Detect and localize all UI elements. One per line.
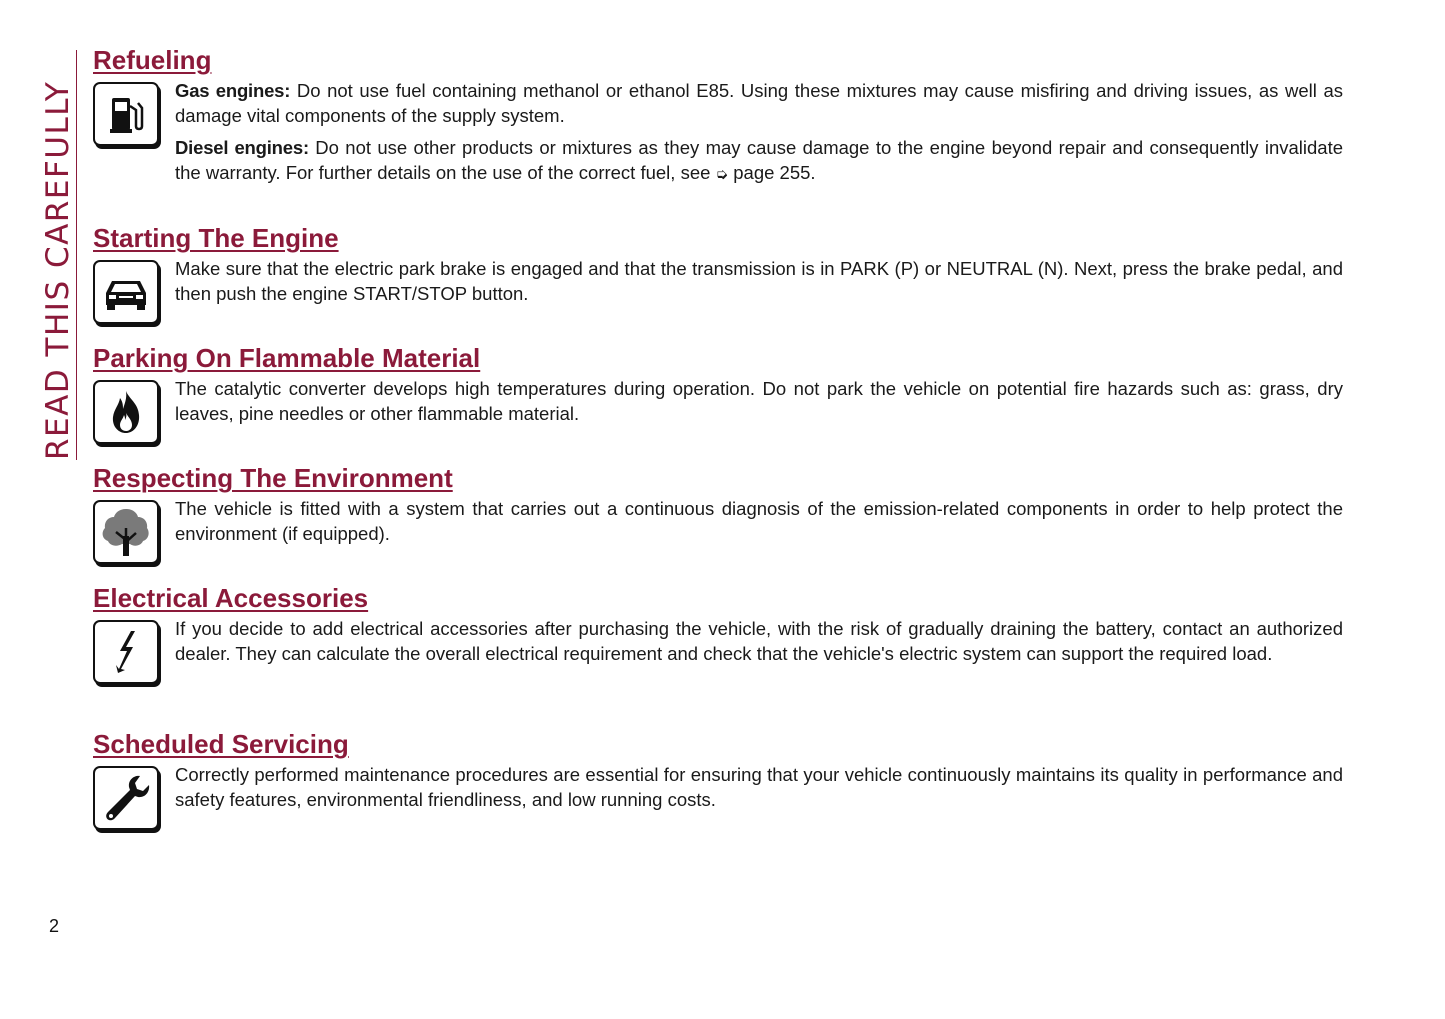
section-body	[93, 256, 1343, 326]
section-environment	[93, 463, 1343, 566]
gas-engines-text: Do not use fuel containing methanol or ethanol E85. Using these mixtures may cause misfiring and driving issues, as well as damage vital components of the supply system.	[175, 80, 1343, 126]
page-number: 2	[49, 916, 60, 936]
section-title: Electrical Accessories	[93, 583, 369, 613]
section-text: Make sure that the electric park brake is engaged and that the transmission is in PARK (P) or NEUTRAL (N). Next, press the brake pedal, and then push the engine START/STOP button.	[175, 258, 1343, 304]
side-label: READ THIS CAREFULLY	[40, 80, 76, 460]
diesel-engines-lead: Diesel engines:	[175, 137, 309, 158]
section-refueling	[93, 45, 1343, 187]
fuel-pump-icon	[93, 82, 159, 146]
page-reference-link[interactable]: page 255.	[728, 162, 816, 183]
section-body	[93, 496, 1343, 566]
section-title: Refueling	[93, 45, 212, 75]
section-text: The catalytic converter develops high temperatures during operation. Do not park the vehicle on potential fire hazards such as: grass, dry leaves, pine needles or other flammable material.	[175, 378, 1343, 424]
side-divider	[76, 50, 77, 460]
section-text: The vehicle is fitted with a system that carries out a continuous diagnosis of the emission-related components in order to help protect the environment (if equipped).	[175, 498, 1343, 544]
wrench-icon	[93, 766, 159, 830]
section-body	[93, 376, 1343, 446]
lightning-bolt-icon	[93, 620, 159, 684]
section-text: If you decide to add electrical accessories after purchasing the vehicle, with the risk of gradually draining the battery, contact an authorized dealer. They can calculate the overall electrical requirement and check that the vehicle's electric system can support the required load.	[175, 618, 1343, 664]
section-title: Parking On Flammable Material	[93, 343, 481, 373]
section-title: Respecting The Environment	[93, 463, 453, 493]
section-body	[93, 616, 1343, 686]
section-text: Correctly performed maintenance procedures are essential for ensuring that your vehicle continuously maintains its quality in performance and safety features, environmental friendliness, and low running costs.	[175, 764, 1343, 810]
diesel-engines-text: Do not use other products or mixtures as they may cause damage to the engine beyond repair and consequently invalidate the warranty. For further details on the use of the correct fuel, see	[175, 137, 1344, 183]
flame-icon	[93, 380, 159, 444]
section-electrical-accessories	[93, 583, 1343, 686]
section-starting-engine	[93, 223, 1343, 326]
section-body	[93, 78, 1343, 187]
car-front-icon	[93, 260, 159, 324]
arrow-right-icon: ➭	[715, 165, 729, 183]
gas-engines-lead: Gas engines:	[175, 80, 291, 101]
section-scheduled-servicing	[93, 729, 1343, 832]
section-title: Scheduled Servicing	[93, 729, 349, 759]
gas-engines-paragraph	[175, 78, 1343, 128]
tree-icon	[93, 500, 159, 564]
section-body	[93, 762, 1343, 832]
section-title: Starting The Engine	[93, 223, 339, 253]
section-parking-flammable	[93, 343, 1343, 446]
diesel-engines-paragraph	[175, 135, 1343, 187]
